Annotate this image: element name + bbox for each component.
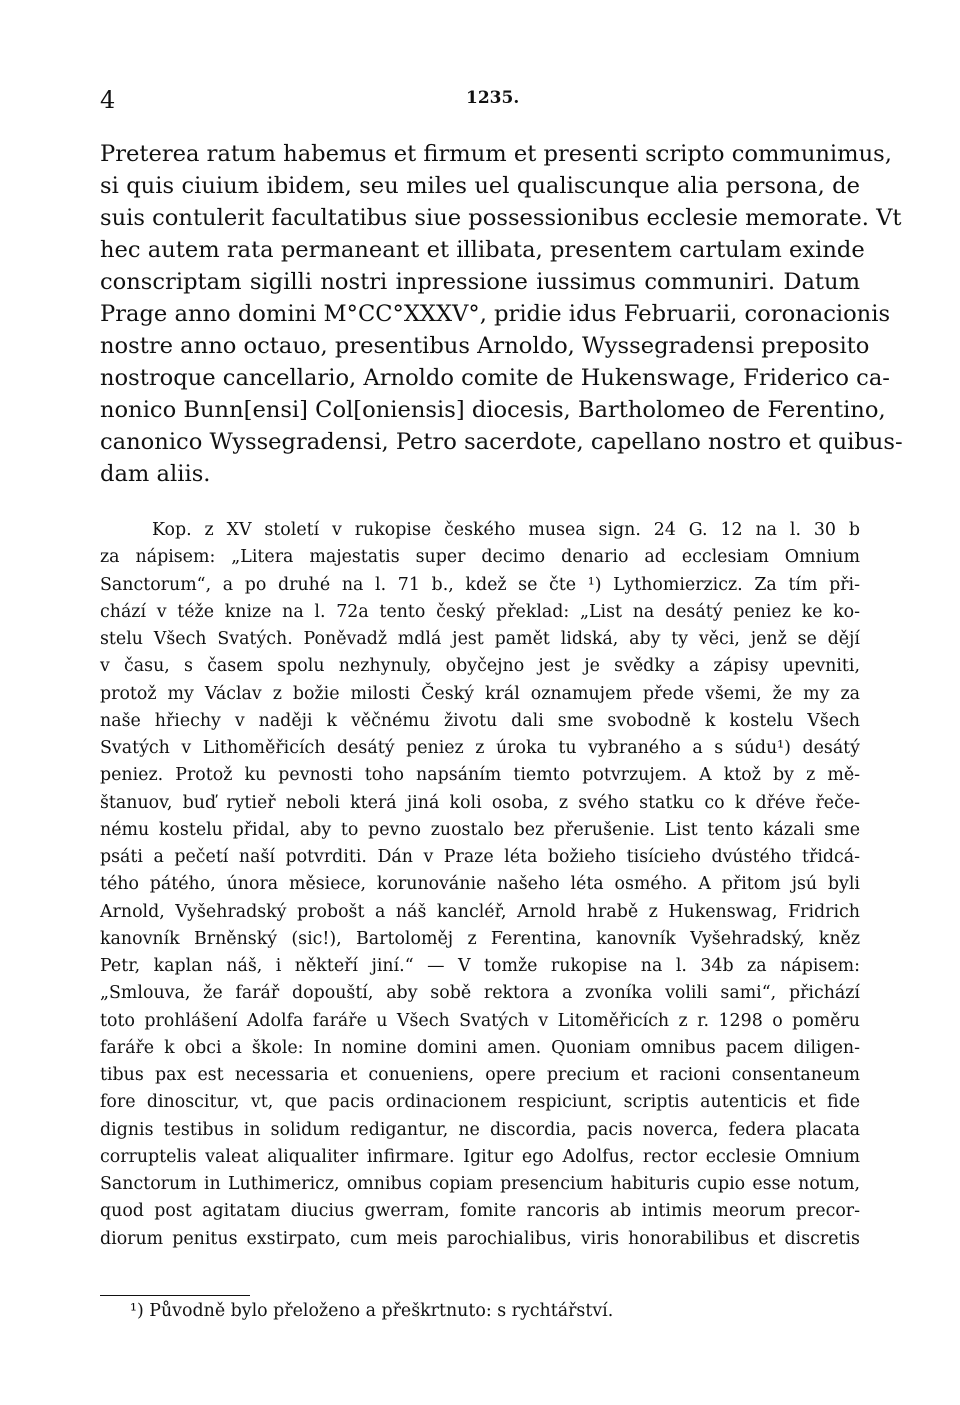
text-line: canonico Wyssegradensi, Petro sacerdote, capellano nostro et quibus-: [100, 429, 903, 455]
note-line: faráře k obci a škole: In nomine domini amen. Quoniam omnibus pacem diligen-: [100, 1037, 860, 1058]
note-line: v času, s časem spolu nezhynuly, obyčejno jest je svědky a zápisy upevniti,: [100, 656, 860, 677]
text-line: dam aliis.: [100, 461, 211, 487]
note-line: tého pátého, února měsiece, korunovánie našeho léta osmého. A přitom jsú byli: [100, 874, 860, 895]
note-line: protož my Václav z božie milosti Český král oznamujem přede všemi, že my za: [100, 683, 860, 704]
editorial-note: [100, 517, 860, 1253]
note-line: corruptelis valeat aliqualiter infirmare. Igitur ego Adolfus, rector ecclesie Omnium: [100, 1146, 860, 1167]
note-line: quod post agitatam diucius gwerram, fomite rancoris ab intimis meorum precor-: [100, 1201, 860, 1222]
note-line: Arnold, Vyšehradský probošt a náš kancléř, Arnold hrabě z Hukenswag, Fridrich: [100, 901, 860, 922]
note-line: fore dinoscitur, vt, que pacis ordinacionem respiciunt, scriptis autenticis et fide: [100, 1092, 860, 1113]
note-line: „Smlouva, že farář dopouští, aby sobě rektora a zvoníka volili sami“, přichází: [100, 983, 860, 1004]
note-line: stelu Všech Svatých. Poněvadž mdlá jest pamět lidská, aby ty věci, jenž se dějí: [100, 629, 860, 649]
note-line: dignis testibus in solidum redigantur, ne discordia, pacis noverca, federa placata: [100, 1119, 860, 1140]
note-line: za nápisem: „Litera majestatis super decimo denario ad ecclesiam Omnium: [100, 547, 860, 568]
note-line: psáti a pečetí naší potvrditi. Dán v Praze léta božieho tisícieho dvústého třidcá-: [100, 847, 860, 867]
page-header: [100, 86, 860, 114]
note-line: nému kostelu přidal, aby to pevno zuostalo bez přerušenie. List tento kázali sme: [100, 819, 860, 840]
note-line: Sanctorum“, a po druhé na l. 71 b., kdež se čte ¹) Lythomierzicz. Za tím při-: [100, 574, 860, 595]
text-line: Prage anno domini M°CC°XXXV°, pridie idus Februarii, coronacionis: [100, 301, 891, 327]
note-line: tibus pax est necessaria et conueniens, opere precium et racioni consentaneum: [100, 1065, 860, 1085]
note-line: Sanctorum in Luthimericz, omnibus copiam presencium habituris cupio esse notum,: [100, 1174, 860, 1194]
footnote: ¹) Původně bylo přeloženo a přeškrtnuto: s rychtářství.: [130, 1301, 614, 1321]
page-number: 4: [100, 86, 116, 114]
text-line: conscriptam sigilli nostri inpressione iussimus communiri. Datum: [100, 269, 860, 295]
text-line: hec autem rata permaneant et illibata, presentem cartulam exinde: [100, 237, 865, 263]
note-line: diorum penitus exstirpato, cum meis parochialibus, viris honorabilibus et discretis: [100, 1228, 860, 1249]
note-line: chází v téže knize na l. 72a tento český překlad: „List na desátý peniez ke ko-: [100, 601, 860, 622]
footnote-rule: [100, 1295, 250, 1296]
note-line: kanovník Brněnský (sic!), Bartoloměj z Ferentina, kanovník Vyšehradský, kněz: [100, 928, 860, 949]
note-line: štanuov, buď rytieř neboli která jiná koli osoba, z svého statku co k dřéve řeče-: [100, 792, 860, 813]
note-line: Kop. z XV století v rukopise českého musea sign. 24 G. 12 na l. 30 b: [152, 520, 860, 540]
text-line: nostroque cancellario, Arnoldo comite de Hukenswage, Friderico ca-: [100, 365, 890, 391]
text-line: Preterea ratum habemus et firmum et presenti scripto communimus,: [100, 141, 892, 167]
charter-text: [100, 138, 903, 490]
note-line: naše hřiechy v naději k věčnému životu dali sme svobodně k kostelu Všech: [100, 710, 860, 731]
text-line: nostre anno octauo, presentibus Arnoldo, Wyssegradensi preposito: [100, 333, 870, 359]
note-line: peniez. Protož ku pevnosti toho napsáním tiemto potvrzujem. A ktož by z mě-: [100, 765, 860, 786]
text-line: si quis ciuium ibidem, seu miles uel qualiscunque alia persona, de: [100, 173, 860, 199]
note-line: Petr, kaplan náš, i někteří jiní.“ — V tomže rukopise na l. 34b za nápisem:: [100, 956, 860, 976]
note-line: toto prohlášení Adolfa faráře u Všech Svatých v Litoměřicích z r. 1298 o poměru: [100, 1010, 860, 1031]
year-heading: 1235.: [466, 88, 520, 108]
text-line: suis contulerit facultatibus siue possessionibus ecclesie memorate. Vt: [100, 205, 902, 231]
text-line: nonico Bunn[ensi] Col[oniensis] diocesis, Bartholomeo de Ferentino,: [100, 397, 886, 423]
note-line: Svatých v Lithoměřicích desátý peniez z úroka tu vybraného a s súdu¹) desátý: [100, 738, 860, 758]
